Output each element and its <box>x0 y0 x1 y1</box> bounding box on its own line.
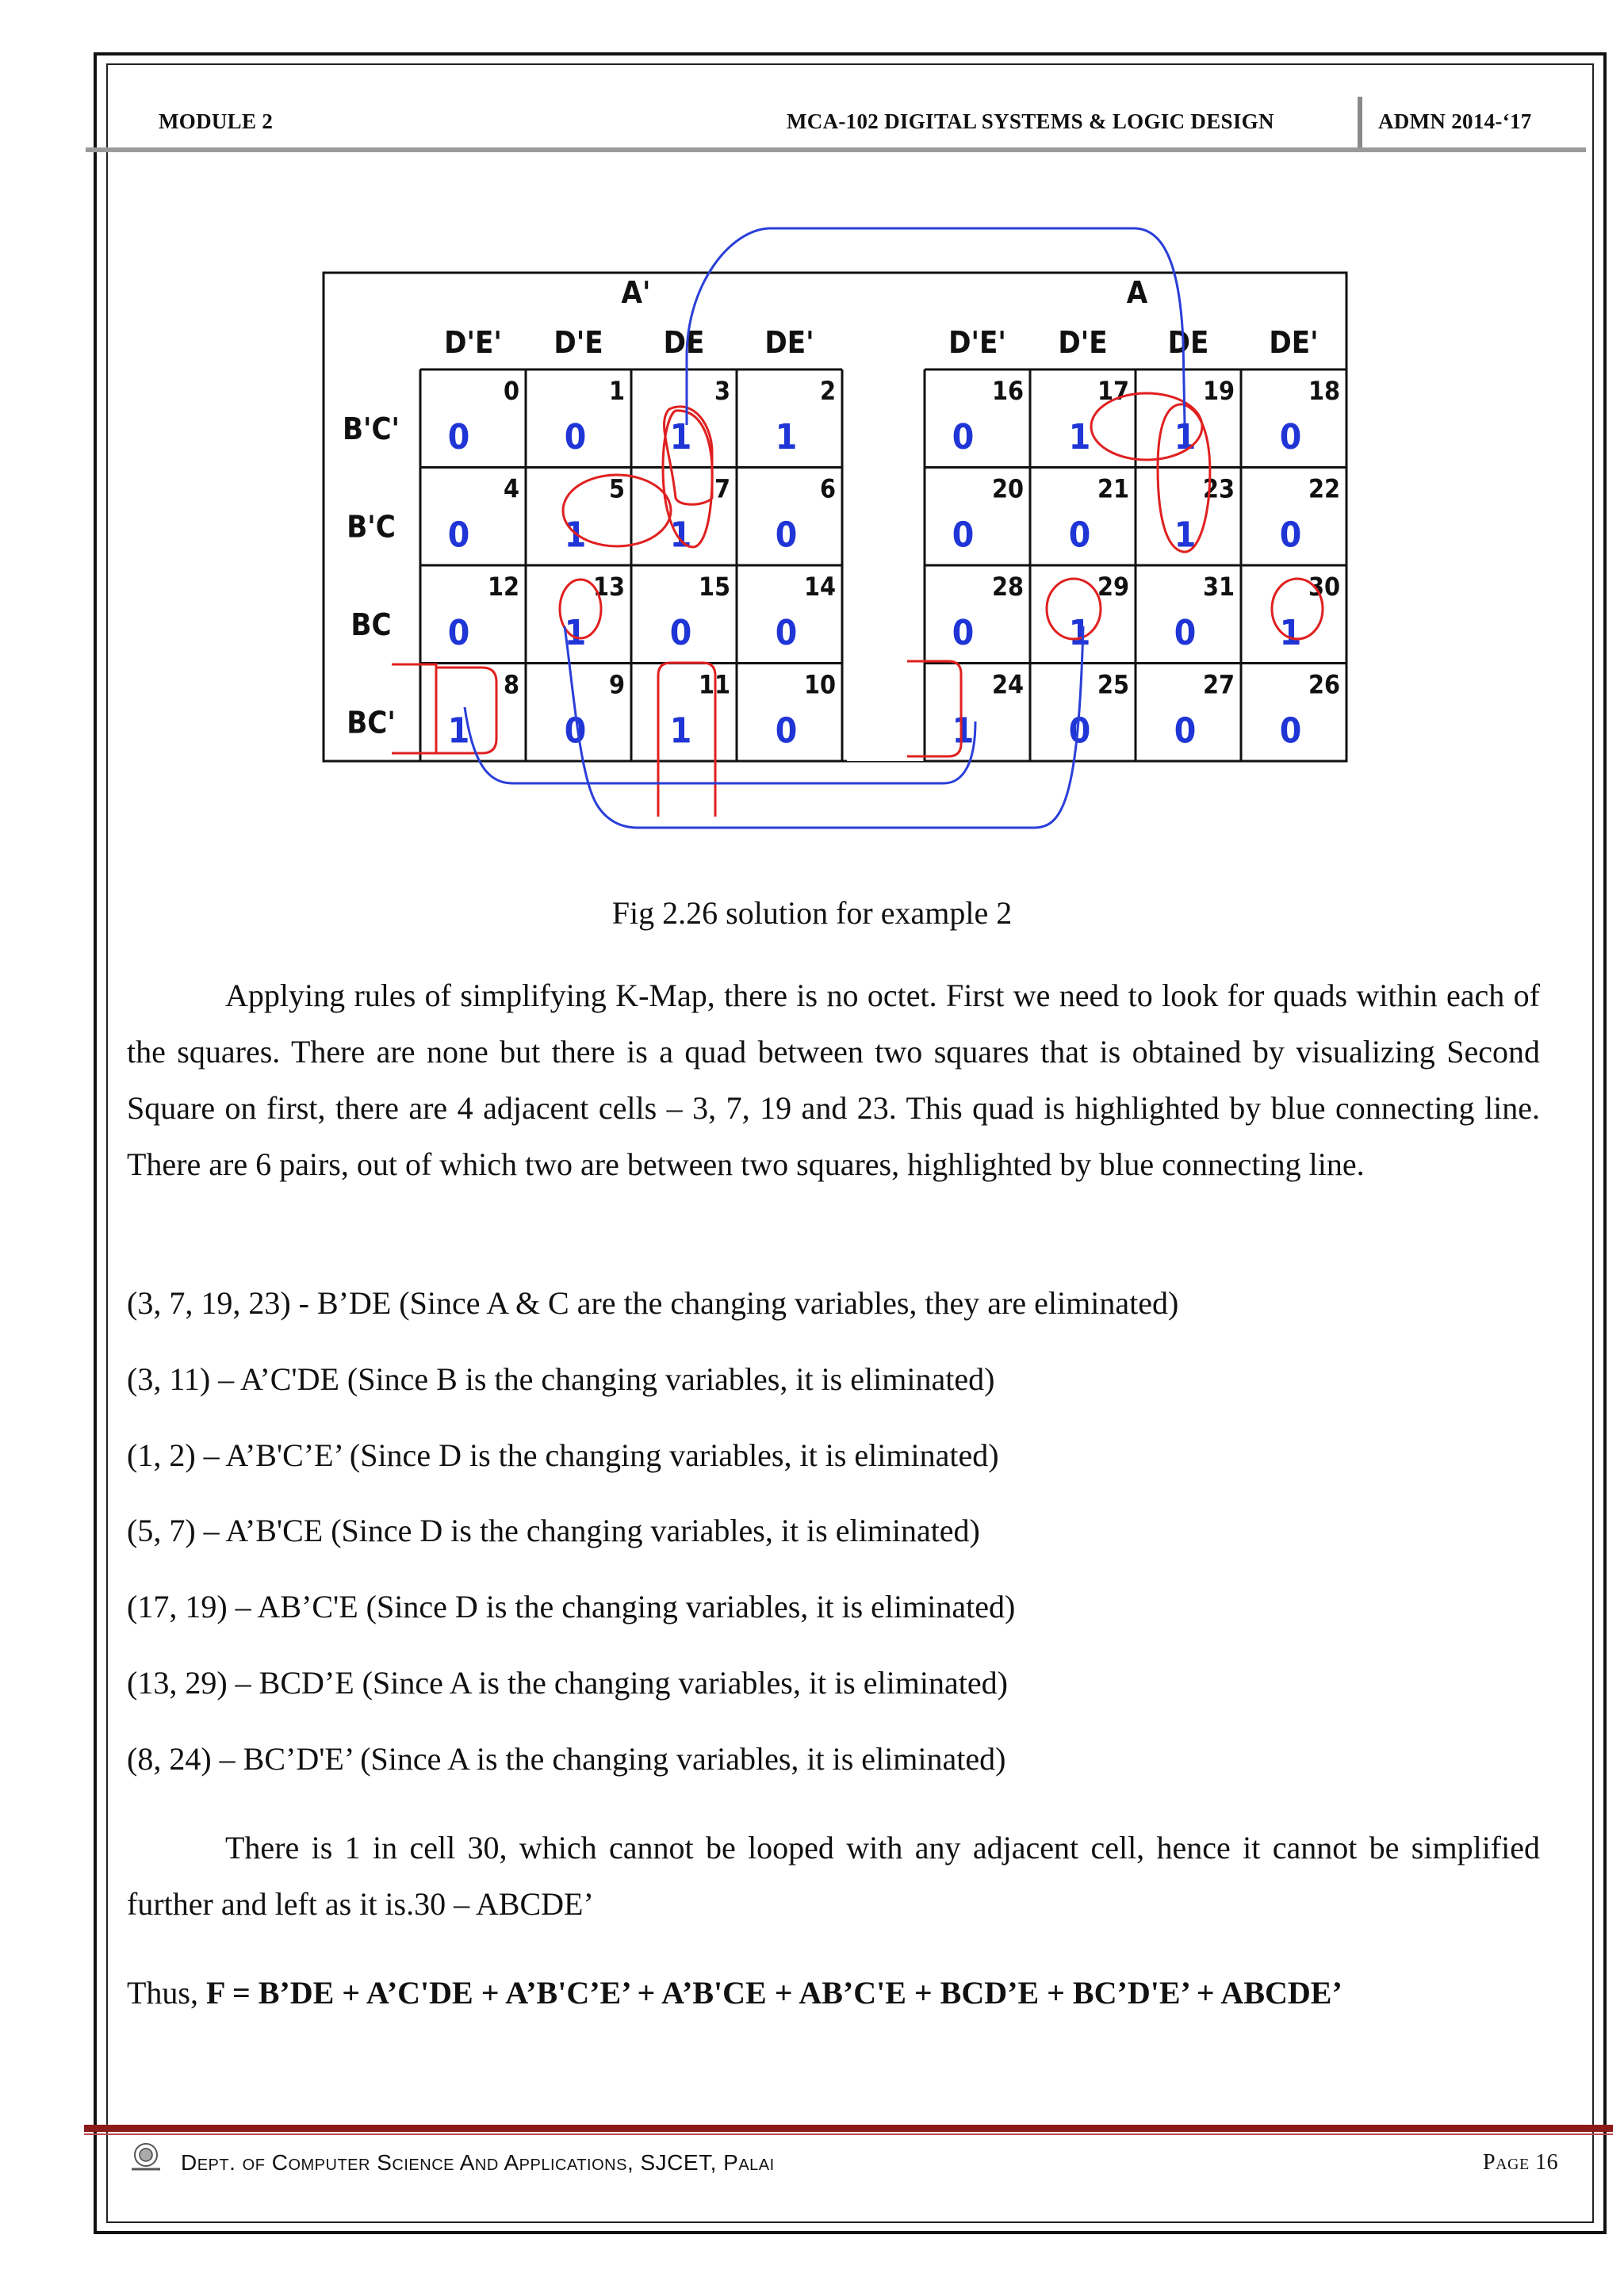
kmap-group-label: A' <box>621 275 651 310</box>
kmap-cell-value: 1 <box>952 710 975 752</box>
kmap-cell-index: 10 <box>803 669 836 700</box>
kmap-cell-index: 23 <box>1202 473 1235 504</box>
kmap-column-label: DE <box>663 325 705 360</box>
footer-page-number: Page 16 <box>1483 2150 1559 2175</box>
kmap-cell-index: 29 <box>1097 572 1129 602</box>
kmap-cell-index: 11 <box>698 669 730 700</box>
kmap-cell-index: 16 <box>991 376 1024 406</box>
kmap-cell-value: 1 <box>1279 613 1302 653</box>
kmap-row-label: B'C' <box>342 411 400 446</box>
kmap-cell-value: 1 <box>775 417 798 457</box>
kmap-cell-index: 8 <box>503 669 519 700</box>
header-rule <box>86 147 1586 152</box>
kmap-column-label: D'E' <box>948 325 1006 360</box>
conclusion-paragraph: There is 1 in cell 30, which cannot be looped with any adjacent cell, hence it cannot be simplified further and left as it is.30 – ABCDE’ <box>127 1830 1540 1922</box>
kmap-cell-value: 0 <box>1279 710 1302 752</box>
kmap-cell-index: 30 <box>1308 572 1340 602</box>
kmap-cell-index: 12 <box>487 572 519 602</box>
kmap-cell-value: 0 <box>1174 613 1197 653</box>
kmap-cell-value: 0 <box>1068 515 1091 556</box>
kmap-cell-value: 1 <box>564 613 587 653</box>
kmap-row-label: BC' <box>347 705 396 740</box>
result-expression: F = B’DE + A’C'DE + A’B'C’E’ + A’B'CE + AB’C'E + BCD’E + BC’D'E’ + ABCDE’ <box>206 1975 1342 2011</box>
kmap-cell-value: 1 <box>1174 515 1197 556</box>
kmap-cell-index: 17 <box>1097 376 1129 406</box>
kmap-cell-value: 0 <box>564 417 587 457</box>
term-line: (8, 24) – BC’D'E’ (Since A is the changing variables, it is eliminated) <box>127 1741 1006 1777</box>
term-line: (3, 11) – A’C'DE (Since B is the changing variables, it is eliminated) <box>127 1361 995 1397</box>
kmap-gap <box>847 369 925 761</box>
kmap-cell-index: 1 <box>608 376 625 406</box>
kmap-cell-index: 27 <box>1202 669 1235 700</box>
footer-rule-thin <box>84 2133 1613 2135</box>
kmap-group-label: A <box>1126 275 1148 310</box>
kmap-cell-index: 9 <box>608 669 625 700</box>
kmap-cell-index: 3 <box>714 376 730 406</box>
footer-rule <box>84 2125 1613 2132</box>
kmap-cell-value: 0 <box>1279 515 1302 556</box>
kmap-cell-value: 0 <box>775 710 798 752</box>
kmap-cell-value: 0 <box>1068 710 1091 752</box>
kmap-cell-index: 26 <box>1308 669 1340 700</box>
kmap-cell-value: 0 <box>447 417 470 457</box>
kmap-cell-value: 0 <box>775 515 798 556</box>
term-line: (3, 7, 19, 23) - B’DE (Since A & C are the changing variables, they are eliminated) <box>127 1285 1179 1321</box>
kmap-cell-index: 15 <box>698 572 730 602</box>
kmap-cell-value: 1 <box>1174 417 1197 457</box>
kmap-cell-value: 0 <box>669 613 692 653</box>
kmap-cell-index: 22 <box>1308 473 1340 504</box>
kmap-cell-value: 0 <box>564 710 587 752</box>
kmap-cell-value: 1 <box>564 515 587 556</box>
kmap-cell-index: 7 <box>714 473 730 504</box>
kmap-cell-index: 13 <box>592 572 625 602</box>
kmap-column-label: D'E <box>1058 325 1108 360</box>
kmap-column-label: DE' <box>764 325 814 360</box>
kmap-column-label: DE <box>1167 325 1209 360</box>
kmap-cell-value: 1 <box>669 417 692 457</box>
kmap-cell-value: 1 <box>447 710 470 752</box>
kmap-cell-index: 0 <box>503 376 519 406</box>
kmap-cell-index: 18 <box>1308 376 1340 406</box>
kmap-cell-index: 31 <box>1202 572 1235 602</box>
footer-department: Dept. of Computer Science And Applications, SJCET, Palai <box>181 2150 775 2175</box>
header-batch: ADMN 2014-‘17 <box>1378 109 1532 133</box>
kmap-cell-index: 6 <box>819 473 836 504</box>
kmap-cell-value: 0 <box>952 515 975 556</box>
kmap-cell-value: 0 <box>447 613 470 653</box>
kmap-cell-value: 0 <box>952 417 975 457</box>
kmap-column-label: D'E <box>553 325 603 360</box>
kmap-cell-index: 19 <box>1202 376 1235 406</box>
kmap-cell-index: 21 <box>1097 473 1129 504</box>
term-line: (5, 7) – A’B'CE (Since D is the changing variables, it is eliminated) <box>127 1513 980 1548</box>
kmap-cell-index: 5 <box>608 473 625 504</box>
result-prefix: Thus, <box>127 1975 206 2011</box>
kmap-cell-value: 1 <box>1068 417 1091 457</box>
header-module: MODULE 2 <box>159 109 274 133</box>
kmap-cell-value: 1 <box>669 710 692 752</box>
explanation-paragraph: Applying rules of simplifying K-Map, there is no octet. First we need to look for quads within each of the squares. There are none but there is a quad between two squares that is obtained by visualizing Second Square on first, there are 4 adjacent cells – 3, 7, 19 and 23. This quad is highlighted by blue connecting line. There are 6 pairs, out of which two are between two squares, highlighted by blue connecting line. <box>127 978 1540 1182</box>
college-emblem-icon <box>127 2141 165 2172</box>
kmap-cell-value: 0 <box>952 613 975 653</box>
kmap-cell-index: 24 <box>991 669 1024 700</box>
kmap-cell-value: 0 <box>447 515 470 556</box>
kmap-cell-index: 20 <box>991 473 1024 504</box>
kmap-column-label: DE' <box>1269 325 1319 360</box>
header-separator <box>1358 97 1362 149</box>
term-line: (17, 19) – AB’C'E (Since D is the changing variables, it is eliminated) <box>127 1589 1016 1624</box>
kmap-cell-value: 1 <box>669 515 692 556</box>
kmap-cell-value: 0 <box>1279 417 1302 457</box>
kmap-cell-index: 25 <box>1097 669 1129 700</box>
kmap-cell-value: 0 <box>1174 710 1197 752</box>
kmap-row-label: B'C <box>347 509 396 545</box>
kmap-figure <box>317 214 1364 848</box>
header-course: MCA-102 DIGITAL SYSTEMS & LOGIC DESIGN <box>787 109 1274 133</box>
kmap-cell-index: 4 <box>503 473 519 504</box>
kmap-row-label: BC <box>350 607 392 642</box>
term-line: (13, 29) – BCD’E (Since A is the changing variables, it is eliminated) <box>127 1665 1008 1701</box>
kmap-cell-value: 0 <box>775 613 798 653</box>
figure-caption: Fig 2.26 solution for example 2 <box>611 895 1013 931</box>
kmap-cell-value: 1 <box>1068 613 1091 653</box>
kmap-cell-index: 2 <box>819 376 836 406</box>
kmap-column-label: D'E' <box>444 325 502 360</box>
kmap-cell-index: 28 <box>991 572 1024 602</box>
result-line <box>127 1974 1342 2011</box>
kmap-cell-index: 14 <box>803 572 836 602</box>
term-line: (1, 2) – A’B'C’E’ (Since D is the changing variables, it is eliminated) <box>127 1437 999 1473</box>
